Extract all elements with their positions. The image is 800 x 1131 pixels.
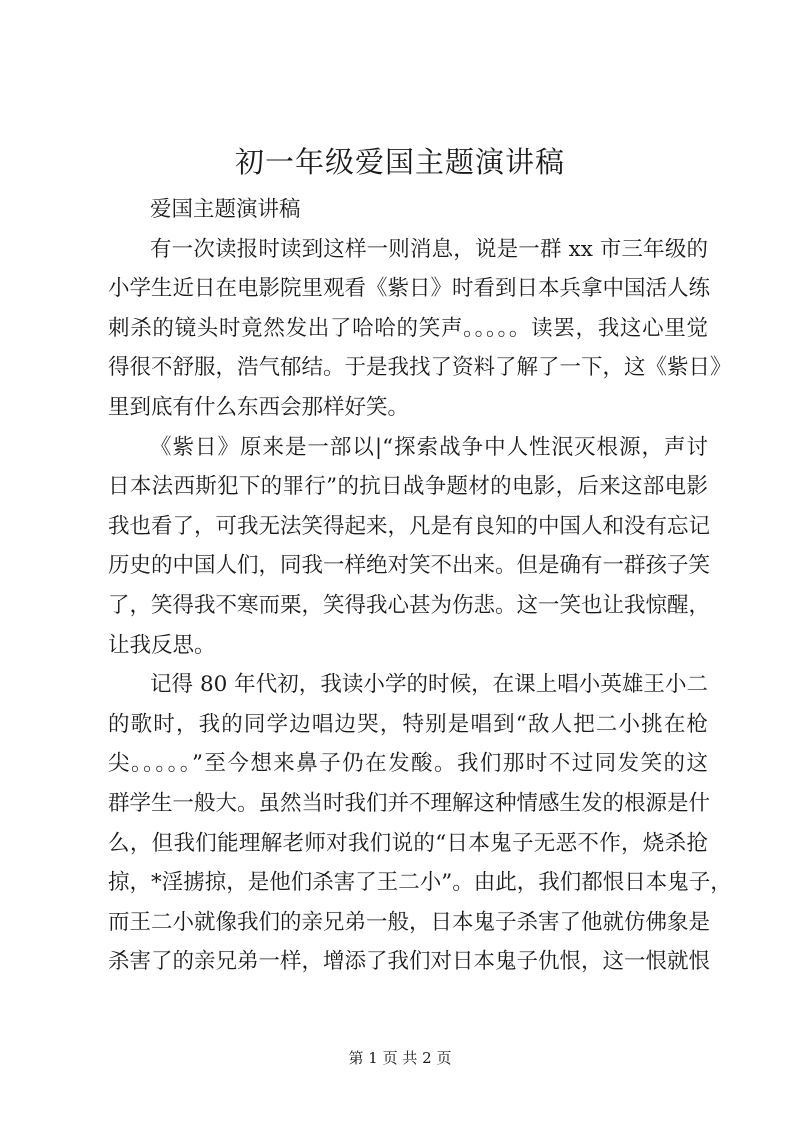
paragraph-line: 小学生近日在电影院里观看《紫日》时看到日本兵拿中国活人练 — [108, 276, 711, 302]
paragraph-line: 有一次读报时读到这样一则消息，说是一群 xx 市三年级的 — [150, 236, 708, 262]
paragraph-line: 尖。。。。。”至今想来鼻子仍在发酸。我们那时不过同发笑的这 — [108, 751, 708, 777]
paragraph-line: 群学生一般大。虽然当时我们并不理解这种情感生发的根源是什 — [108, 790, 711, 816]
document-title: 初一年级爱国主题演讲稿 — [234, 145, 565, 179]
paragraph-line: 日本法西斯犯下的罪行”的抗日战争题材的电影，后来这部电影 — [108, 474, 708, 500]
paragraph-line: 而王二小就像我们的亲兄弟一般，日本鬼子杀害了他就仿佛象是 — [108, 909, 711, 935]
paragraph-line: 《紫日》原来是一部以|“探索战争中人性泯灭根源，声讨 — [150, 434, 708, 460]
paragraph-line: 刺杀的镜头时竟然发出了哈哈的笑声。。。。。读罢，我这心里觉 — [108, 315, 708, 341]
document-body — [108, 190, 732, 982]
paragraph-line: 了，笑得我不寒而栗，笑得我心甚为伤悲。这一笑也让我惊醒， — [108, 592, 711, 618]
paragraph-line: 掠，*淫掳掠，是他们杀害了王二小”。由此，我们都恨日本鬼子， — [108, 870, 732, 896]
paragraph-line: 我也看了，可我无法笑得起来，凡是有良知的中国人和没有忘记 — [108, 513, 711, 539]
paragraph-line: 历史的中国人们，同我一样绝对笑不出来。但是确有一群孩子笑 — [108, 553, 711, 579]
paragraph-line: 里到底有什么东西会那样好笑。 — [108, 394, 410, 420]
paragraph-line: 杀害了的亲兄弟一样，增添了我们对日本鬼子仇恨，这一恨就恨 — [108, 949, 711, 975]
paragraph-line: 让我反思。 — [108, 632, 216, 658]
paragraph-line: 得很不舒服，浩气郁结。于是我找了资料了解了一下，这《紫日》 — [108, 355, 732, 381]
page-footer: 第 1 页 共 2 页 — [348, 1049, 452, 1067]
paragraph-line: 的歌时，我的同学边唱边哭，特别是唱到“敌人把二小挑在枪 — [108, 711, 708, 737]
paragraph-line: 么，但我们能理解老师对我们说的“日本鬼子无恶不作，烧杀抢 — [108, 830, 708, 856]
subtitle-line: 爱国主题演讲稿 — [150, 197, 301, 222]
paragraph-line: 记得 80 年代初，我读小学的时候，在课上唱小英雄王小二 — [150, 672, 708, 698]
